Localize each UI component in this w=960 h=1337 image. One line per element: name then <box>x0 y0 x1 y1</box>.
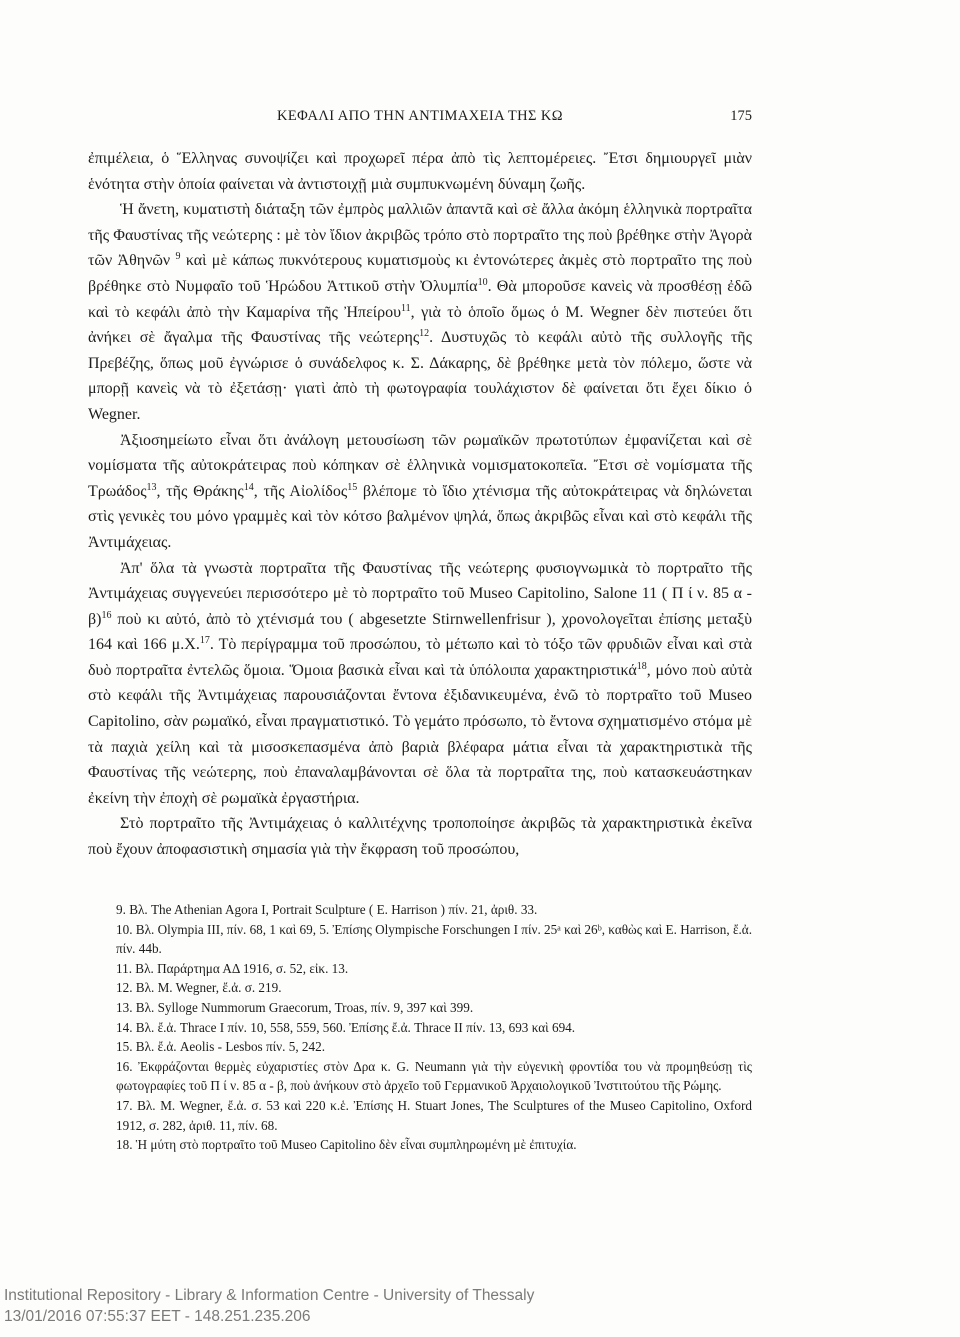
paragraph-2 <box>88 197 752 427</box>
footnote-ref-16: 16 <box>101 609 112 621</box>
main-text <box>88 146 752 863</box>
footnote-ref-12: 12 <box>419 328 430 340</box>
paragraph-2-text-b: καὶ μὲ κάπως πυκνότερους κυματισμοὺς κι ἐντονώτερες ἀκμὲς στὸ πορτραῖτο της ποὺ βρέθηκε στὸ Νυμφαῖο τοῦ Ἡρώδου Ἀττικοῦ στὴν Ὀλυμπία <box>88 252 753 295</box>
paragraph-1: ἐπιμέλεια, ὁ Ἕλληνας συνοψίζει καὶ προχωρεῖ πέρα ἀπὸ τὶς λεπτομέρειες. Ἔτσι δημιουργεῖ μιὰν ἑνότητα στὴν ὁποία φαίνεται νὰ ἀντιστοιχῇ μιὰ συμπυκνωμένη δύναμη ζωῆς. <box>88 150 752 193</box>
paragraph-3-text-d: βλέπομε τὸ ἴδιο χτένισμα τῆς αὐτοκράτειρας νὰ δηλώνεται στὶς γενικὲς του μόνο γραμμὲς καὶ τὸν κότσο βαλμένον ψηλά, ὅπως ἀκριβῶς εἶναι καὶ στὸ κεφάλι τῆς Ἀντιμάχειας. <box>88 482 753 551</box>
paragraph-4-text-b: ποὺ κι αὐτό, ἀπὸ τὸ χτένισμά του ( abgesetzte Stirnwellenfrisur ), χρονολογεῖται ἐπίσης μεταξὺ 164 καὶ 166 μ.Χ. <box>88 610 753 654</box>
footnote-10: 10. Βλ. Olympia III, πίν. 68, 1 καὶ 69, 5. Ἐπίσης Olympische Forschungen I πίν. 25ᵃ καὶ 26ᵇ, καθὼς καὶ E. Harrison, ἔ.ἀ. πίν. 44b. <box>116 921 752 957</box>
footnote-ref-18: 18 <box>636 660 647 672</box>
footnote-14: 14. Βλ. ἔ.ἀ. Thrace I πίν. 10, 558, 559, 560. Ἐπίσης ἔ.ἀ. Thrace II πίν. 13, 693 καὶ 694. <box>116 1019 576 1035</box>
running-header <box>88 108 752 132</box>
paragraph-3-text-c: , τῆς Αἰολίδος <box>253 482 348 500</box>
paragraph-3 <box>88 428 752 556</box>
running-title: ΚΕΦΑΛΙ ΑΠΟ ΤΗΝ ΑΝΤΙΜΑΧΕΙΑ ΤΗΣ ΚΩ <box>277 108 563 124</box>
paragraph-2-text-a: Ἡ ἄνετη, κυματιστὴ διάταξη τῶν ἐμπρὸς μαλλιῶν ἀπαντᾶ καὶ σὲ ἄλλα ἀκόμη ἑλληνικὰ πορτραῖτα τῆς Φαυστίνας τῆς νεώτερης : μὲ τὸν ἴδιον ἀκριβῶς τρόπο στὸ πορτραῖτο της ποὺ βρέθηκε στὴν Ἀγορὰ τῶν Ἀθηνῶν <box>88 201 752 270</box>
footnote-11: 11. Βλ. Παράρτημα ΑΔ 1916, σ. 52, εἰκ. 13. <box>116 960 349 976</box>
paragraph-2-text-e: . Δυστυχῶς τὸ κεφάλι αὐτὸ τῆς συλλογῆς τῆς Πρεβέζης, ὅπως μοῦ ἐγνώρισε ὁ συνάδελφος κ. Σ. Δάκαρης, δὲ βρέθηκε μετὰ τὸν πόλεμο, ὥστε νὰ μπορῇ κανεὶς νὰ τὸ ἐξετάσῃ· γιατὶ ἀπὸ τὴ φωτογραφία τουλάχιστον δὲ φαίνεται ὅτι ἔχει δίκιο ὁ Wegner. <box>88 329 752 423</box>
footnotes <box>88 900 752 1155</box>
footnote-ref-13: 13 <box>146 481 157 493</box>
footnote-9: 9. Βλ. The Athenian Agora I, Portrait Sculpture ( E. Harrison ) πίν. 21, ἀριθ. 33. <box>116 902 538 917</box>
paragraph-5: Στὸ πορτραῖτο τῆς Ἀντιμάχειας ὁ καλλιτέχνης τροποποίησε ἀκριβῶς τὰ χαρακτηριστικὰ ἐκεῖνα ποὺ ἔχουν ἀποφασιστικὴ σημασία γιὰ τὴν ἔκφραση τοῦ προσώπου, <box>88 815 752 859</box>
paragraph-2-text-d: , γιὰ τὸ ὁποῖο ὅμως ὁ Μ. Wegner δὲν πιστεύει ὅτι ἀνήκει σὲ ἄγαλμα τῆς Φαυστίνας τῆς νεώτερης <box>88 303 752 347</box>
footnote-ref-17: 17 <box>199 635 210 647</box>
footnote-12: 12. Βλ. M. Wegner, ἔ.ἀ. σ. 219. <box>116 980 282 996</box>
footnote-ref-15: 15 <box>347 481 358 493</box>
repository-watermark <box>4 1285 534 1327</box>
footnote-13: 13. Βλ. Sylloge Nummorum Graecorum, Troas, πίν. 9, 397 καὶ 399. <box>116 999 474 1015</box>
footnote-16: 16. Ἐκφράζονται θερμὲς εὐχαριστίες στὸν Δρα κ. G. Neumann γιὰ τὴν εὐγενικὴ φροντίδα του νὰ προμηθεύσῃ τὶς φωτογραφίες τοῦ Π ί ν. 85 α - β, ποὺ ἀνήκουν στὸ ἀρχεῖο τοῦ Γερμανικοῦ Ἀρχαιολογικοῦ Ἰνστιτούτου τῆς Ρώμης. <box>116 1058 752 1094</box>
paragraph-4-text-a: Ἀπ' ὅλα τὰ γνωστὰ πορτραῖτα τῆς Φαυστίνας τῆς νεώτερης φυσιογνωμικὰ τὸ πορτραῖτο τῆς Ἀντιμάχειας συγγενεύει περισσότερο μὲ τὸ πορτραῖτο τοῦ Museo Capitolino, Salone 11 ( Π ί ν. 85 α - β) <box>88 559 752 628</box>
footnote-17: 17. Βλ. M. Wegner, ἔ.ἀ. σ. 53 καὶ 220 κ.ἑ. Ἐπίσης H. Stuart Jones, The Sculptures of the Museo Capitolino, Oxford 1912, σ. 282, ἀριθ. 11, πίν. 68. <box>116 1097 752 1133</box>
paragraph-3-text-b: , τῆς Θράκης <box>156 482 244 500</box>
footnote-15: 15. Βλ. ἔ.ἀ. Aeolis - Lesbos πίν. 5, 242. <box>116 1039 326 1055</box>
repository-name: Institutional Repository - Library & Information Centre - University of Thessaly <box>4 1287 535 1304</box>
paragraph-4-text-d: , μόνο ποὺ αὐτὰ στὸ κεφάλι τῆς Ἀντιμάχειας παρουσιάζονται ἔντονα ἐξιδανικευμένα, ἐνῶ τὸ πορτραῖτο τοῦ Museo Capitolino, σὰν ρωμαϊκό, εἶναι πραγματιστικό. Τὸ γεμάτο πρόσωπο, τὸ ἔντονα σχηματισμένο στόμα μὲ τὰ παχιὰ χείλη καὶ τὰ μισοσκεπασμένα ἀπὸ βαριὰ βλέφαρα μάτια εἶναι τὰ χαρακτηριστικὰ τῆς Φαυστίνας τῆς νεώτερης, ποὺ ἐπαναλαμβάνονται σὲ ὅλα τὰ πορτραῖτα της, ποὺ κατασκευάστηκαν ἐκείνη τὴν ἐποχὴ σὲ ρωμαϊκὰ ἐργαστήρια. <box>88 661 752 807</box>
paragraph-3-text-a: Ἀξιοσημείωτο εἶναι ὅτι ἀνάλογη μετουσίωση τῶν ρωμαϊκῶν πρωτοτύπων ἐμφανίζεται καὶ σὲ νομίσματα τῆς αὐτοκράτειρας ποὺ κόπηκαν σὲ ἑλληνικὰ νομισματοκοπεῖα. Ἔτσι σὲ νομίσματα τῆς Τρωάδος <box>88 431 752 500</box>
paragraph-2-text-c: . Θὰ μποροῦσε κανεὶς νὰ προσθέσῃ ἐδῶ καὶ τὸ κεφάλι ἀπὸ τὴν Καμαρίνα τῆς Ἠπείρου <box>88 277 752 321</box>
footnote-ref-10: 10 <box>477 276 488 288</box>
footnote-ref-14: 14 <box>243 481 254 493</box>
download-stamp: 13/01/2016 07:55:37 EET - 148.251.235.206 <box>4 1308 311 1325</box>
footnote-18: 18. Ἡ μύτη στὸ πορτραῖτο τοῦ Museo Capitolino δὲν εἶναι συμπληρωμένη μὲ ἐπιτυχία. <box>116 1137 577 1153</box>
page-number: 175 <box>730 108 752 124</box>
paragraph-4 <box>88 556 752 812</box>
paragraph-4-text-c: . Τὸ περίγραμμα τοῦ προσώπου, τὸ μέτωπο καὶ τὸ τόξο τῶν φρυδιῶν εἶναι καὶ στὰ δυὸ πορτραῖτα ἐντελῶς ὅμοια. Ὅμοια βασικὰ εἶναι καὶ τὰ ὑπόλοιπα χαρακτηριστικά <box>88 636 753 679</box>
footnote-ref-9: 9 <box>175 251 181 263</box>
footnote-ref-11: 11 <box>401 302 411 314</box>
